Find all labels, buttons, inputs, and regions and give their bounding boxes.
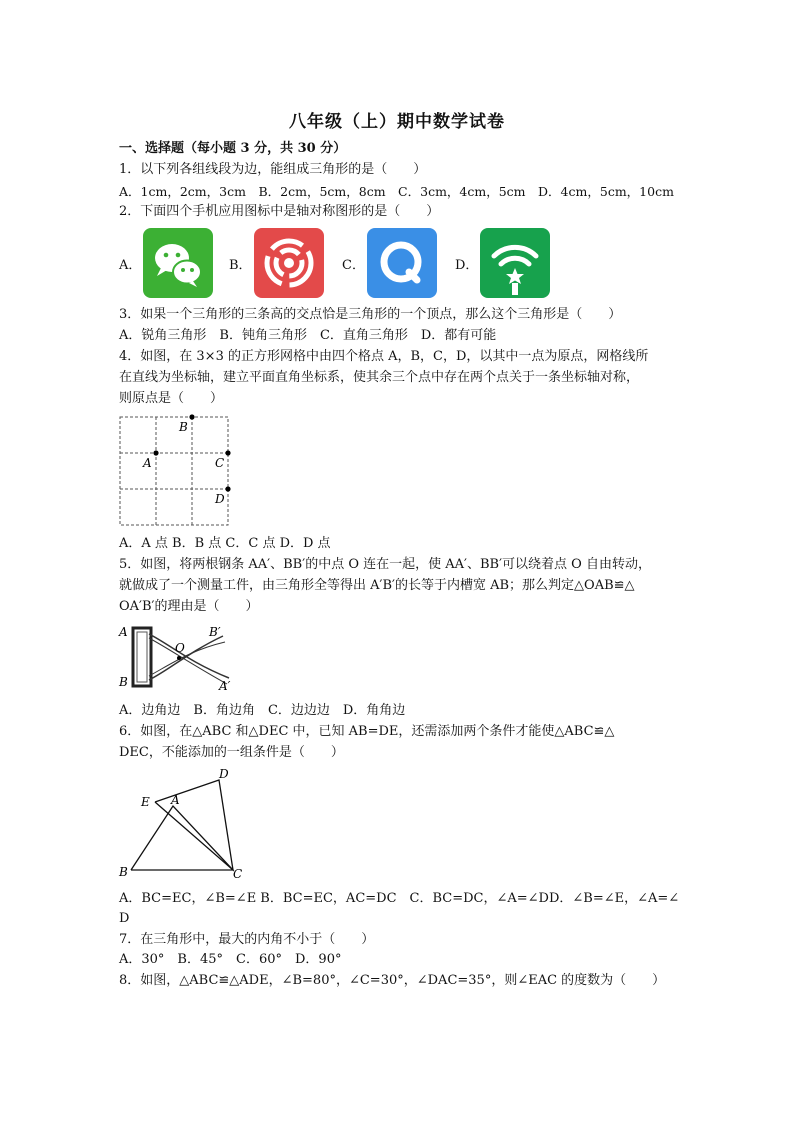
q5-stem-line3: OA′B′的理由是（ ） [119,599,259,614]
q6-options-line1: A．BC=EC，∠B=∠E B．BC=EC，AC=DC C．BC=DC，∠A=∠DD．∠B=∠E，∠A=∠ [119,891,680,906]
label-c: C [233,867,243,881]
label-d: D [219,767,229,781]
q2-label-d: D． [455,258,479,273]
label-b: B [119,675,128,689]
label-a: A [171,793,180,807]
q1-options: A．1cm，2cm，3cm B．2cm，5cm，8cm C．3cm，4cm，5cm D．4cm，5cm，10cm [119,184,674,199]
q4-stem-line1: 4．如图，在 3×3 的正方形网格中由四个格点 A，B，C，D，以其中一点为原点，网格线所 [119,349,649,364]
q-search-icon [367,228,437,298]
label-e: E [141,795,150,809]
q5-options: A．边角边 B．角边角 C．边边边 D．角角边 [119,703,406,718]
q7-stem: 7．在三角形中，最大的内角不小于（ ） [119,932,375,947]
section-heading: 一、选择题（每小题 3 分，共 30 分） [119,141,347,156]
q6-stem-line1: 6．如图，在△ABC 和△DEC 中，已知 AB=DE，还需添加两个条件才能使△ABC≌△ [119,724,615,739]
label-b: B [179,420,188,434]
q6-triangle-figure [119,766,249,881]
point-a [153,450,158,455]
q4-grid-figure [119,416,231,526]
q6-stem-line2: DEC，不能添加的一组条件是（ ） [119,745,344,760]
q1-stem: 1．以下列各组线段为边，能组成三角形的是（ ） [119,162,427,177]
point-d [225,486,230,491]
label-d: D [215,492,225,506]
q6-options-line2: D [119,911,130,926]
label-o: O [175,641,185,655]
page-title: 八年级（上）期中数学试卷 [289,112,505,132]
q3-stem: 3．如果一个三角形的三条高的交点恰是三角形的一个顶点，那么这个三角形是（ ） [119,307,622,322]
wechat-icon [143,228,213,298]
q7-options: A．30° B．45° C．60° D．90° [119,952,342,967]
q3-options: A．锐角三角形 B．钝角三角形 C．直角三角形 D．都有可能 [119,328,497,343]
label-a-prime: A′ [219,679,231,693]
q5-tool-figure [119,624,239,692]
label-b-prime: B′ [209,625,221,639]
label-a: A [143,456,152,470]
label-a: A [119,625,128,639]
q4-stem-line2: 在直线为坐标轴，建立平面直角坐标系，使其余三个点中存在两个点关于一条坐标轴对称， [119,370,640,385]
wifi-app-icon [480,228,550,298]
point-b [189,414,194,419]
swirl-app-icon [254,228,324,298]
label-c: C [215,456,225,470]
q4-stem-line3: 则原点是（ ） [119,391,224,406]
q2-label-a: A． [119,258,142,273]
point-c [225,450,230,455]
label-b: B [119,865,128,879]
q5-stem-line1: 5．如图，将两根钢条 AA′、BB′的中点 O 连在一起，使 AA′、BB′可以绕着点 O 自由转动， [119,557,651,572]
q4-options: A．A 点 B．B 点 C．C 点 D．D 点 [119,536,331,551]
q5-stem-line2: 就做成了一个测量工件，由三角形全等得出 A′B′的长等于内槽宽 AB；那么判定△OAB≌△ [119,578,635,593]
q8-stem: 8．如图，△ABC≌△ADE，∠B=80°，∠C=30°，∠DAC=35°，则∠EAC 的度数为（ ） [119,973,666,988]
q2-stem: 2．下面四个手机应用图标中是轴对称图形的是（ ） [119,204,440,219]
q2-label-c: C． [342,258,365,273]
q2-label-b: B． [229,258,252,273]
